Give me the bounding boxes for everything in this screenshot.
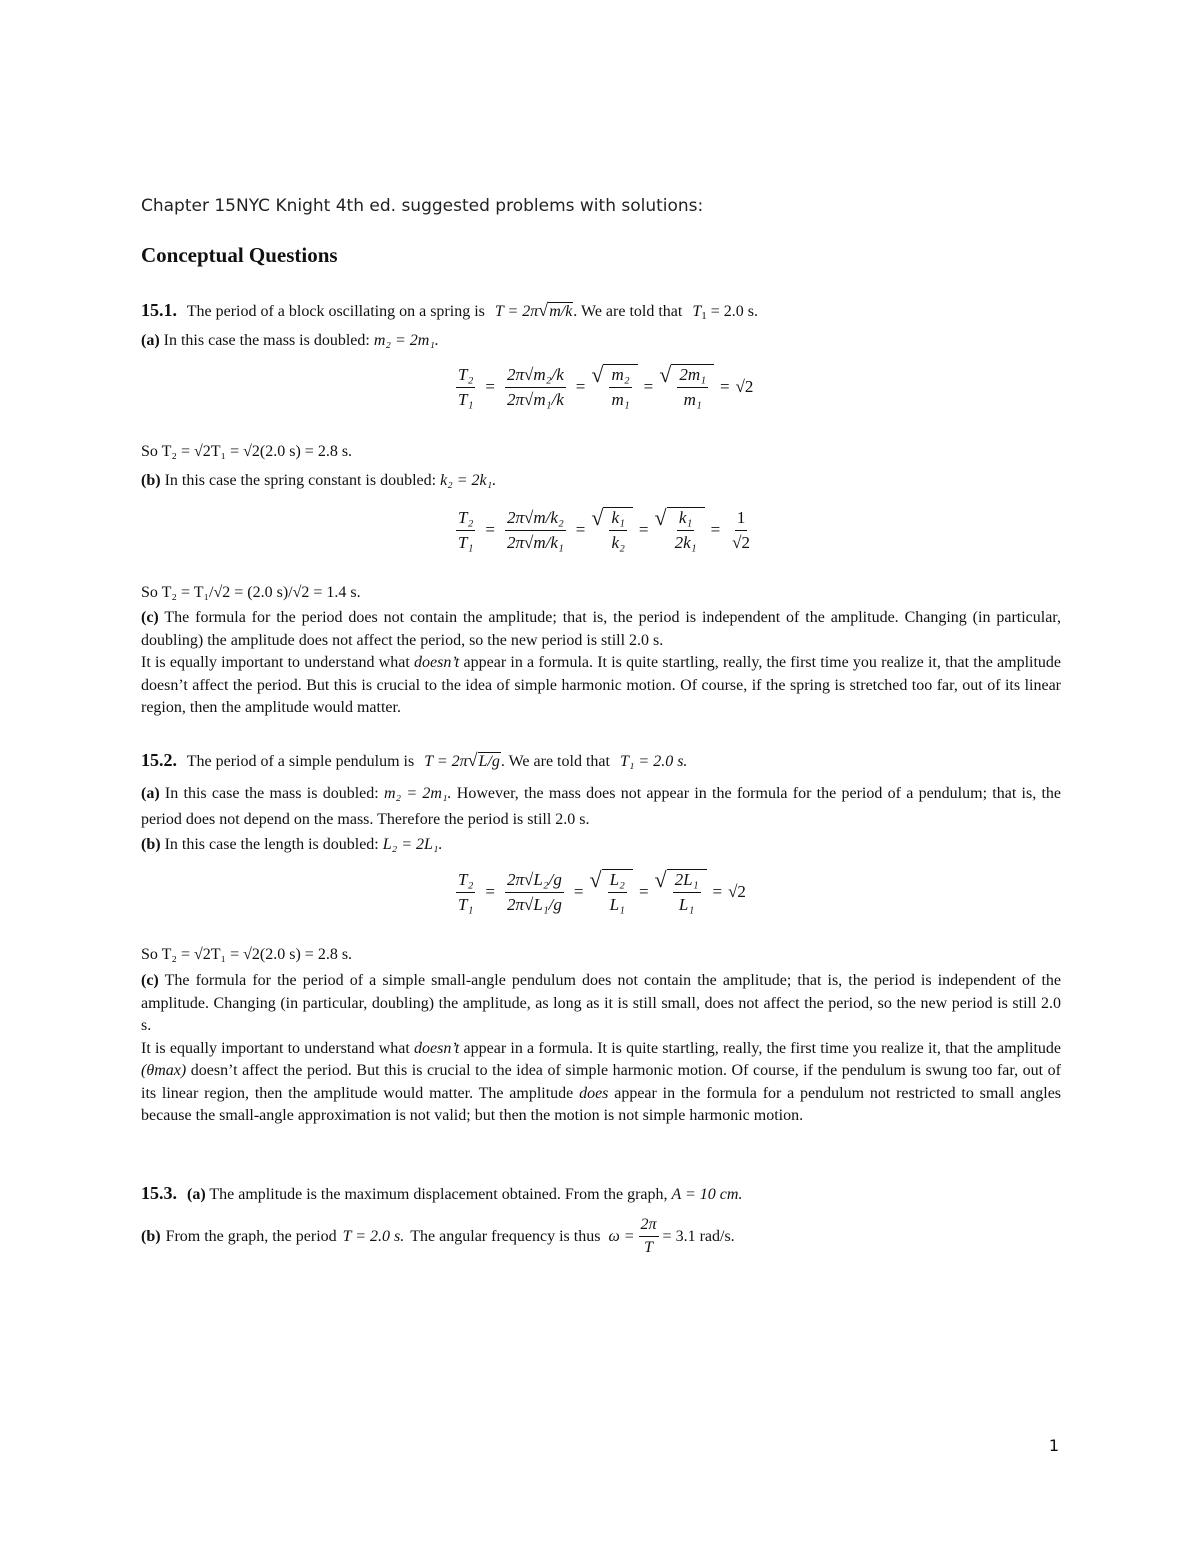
problem-15-1-part-b: (b) In this case the spring constant is doubled: k₂ = 2k₁. bbox=[141, 472, 497, 489]
problem-15-1-part-a: (a) In this case the mass is doubled: m₂ = 2m₁. bbox=[141, 332, 439, 349]
formula-period-pendulum: T = 2π bbox=[424, 753, 468, 770]
equation-15-1-b: $\frac{\text{T₂}}{\text{T₁}}$ = $\frac{\text{2π√m/k₂}}{\text{2π√m/k₁}}$ = √ $\frac{\text{k₁}}{\text{k₂}}$ = √ $\frac{\text{k₁}}{\text{2k₁}}$ = $\frac{1}{√2}$ bbox=[458, 505, 750, 552]
problem-15-1-part-c: (c) The formula for the period does not contain the amplitude; that is, the period is independent of the amplitude. Changing (in particular, doubling) the amplitude does not affect the period, so the new period is still 2.0 s. It is equally important to understand what doesn’t appear in a formula. It is quite startling, really, the first time you realize it, that the amplitude doesn’t affect the period. But this is crucial to the idea of simple harmonic motion. Of course, if the spring is stretched too far, out of its linear region, then the amplitude would matter. bbox=[141, 609, 1062, 716]
problem-15-2-part-b: (b) In this case the length is doubled: L₂ = 2L₁. bbox=[141, 836, 443, 853]
problem-number: 15.2. bbox=[141, 750, 177, 770]
problem-15-2-part-c: (c) The formula for the period of a simple small-angle pendulum does not contain the amplitude; that is, the period is independent of the amplitude. Changing (in particular, doubling) the amplitude, as long as it is still small, does not affect the period, so the new period is still 2.0 s. It is equally important to understand what doesn’t appear in a formula. It is quite startling, really, the first time you realize it, that the amplitude (θmax) doesn’t affect the period. But this is crucial to the idea of simple harmonic motion. Of course, if the pendulum is swung too far, out of its linear region, then the amplitude would matter. The amplitude does appear in the formula for a pendulum not restricted to small angles because the small-angle approximation is not valid; but then the motion is not simple harmonic motion. bbox=[141, 972, 1062, 1124]
problem-15-2-so: So T₂ = √2T₁ = √2(2.0 s) = 2.8 s. bbox=[141, 946, 353, 963]
problem-15-3-part-a: 15.3. (a) The amplitude is the maximum displacement obtained. From the graph, A = 10 cm. bbox=[141, 1183, 743, 1203]
problem-15-1-so-a: So T₂ = √2T₁ = √2(2.0 s) = 2.8 s. bbox=[141, 443, 353, 460]
problem-15-2-part-a: (a) In this case the mass is doubled: m₂ = 2m₁. However, the mass does not appear in the formula for the period of a pendulum; that is, the period does not depend on the mass. Therefore the period is still 2.0 s. bbox=[141, 785, 1062, 828]
problem-15-3-part-b: (b) From the graph, the period T = 2.0 s. The angular frequency is thus ω = $\frac{2\pi}{T}$ = 3.1 rad/s. bbox=[141, 1216, 735, 1256]
equation-15-2-b: $\frac{\text{T₂}}{\text{T₁}}$ = $\frac{\text{2π√L₂/g}}{\text{2π√L₁/g}}$ = √ $\frac{\text{L₂}}{\text{L₁}}$ = √ $\frac{\text{2L₁}}{\text{L₁}}$ = √2 bbox=[458, 867, 746, 914]
problem-number: 15.1. bbox=[141, 300, 177, 320]
problem-15-1-so-b: So T₂ = T₁/√2 = (2.0 s)/√2 = 1.4 s. bbox=[141, 584, 361, 601]
formula-period-spring: T = 2π bbox=[494, 303, 539, 320]
problem-15-1-intro: 15.1. The period of a block oscillating on a spring is T = 2π√m/k. We are told that $T_1 = 2.0$ s. bbox=[141, 300, 758, 322]
document-header: Chapter 15NYC Knight 4th ed. suggested problems with solutions: bbox=[141, 196, 704, 216]
problem-number: 15.3. bbox=[141, 1183, 177, 1203]
section-title: Conceptual Questions bbox=[141, 243, 338, 267]
equation-15-1-a: $\frac{\text{T₂}}{\text{T₁}}$ = $\frac{\text{2π√m₂/k}}{\text{2π√m₁/k}}$ = √ $\frac{\text{m₂}}{\text{m₁}}$ = √ $\frac{\text{2m₁}}{\text{m₁}}$ = √2 bbox=[458, 362, 754, 409]
page-number: 1 bbox=[1048, 1436, 1059, 1455]
problem-15-2-intro: 15.2. The period of a simple pendulum is T = 2π√L/g. We are told that T₁ = 2.0 s. bbox=[141, 750, 688, 770]
